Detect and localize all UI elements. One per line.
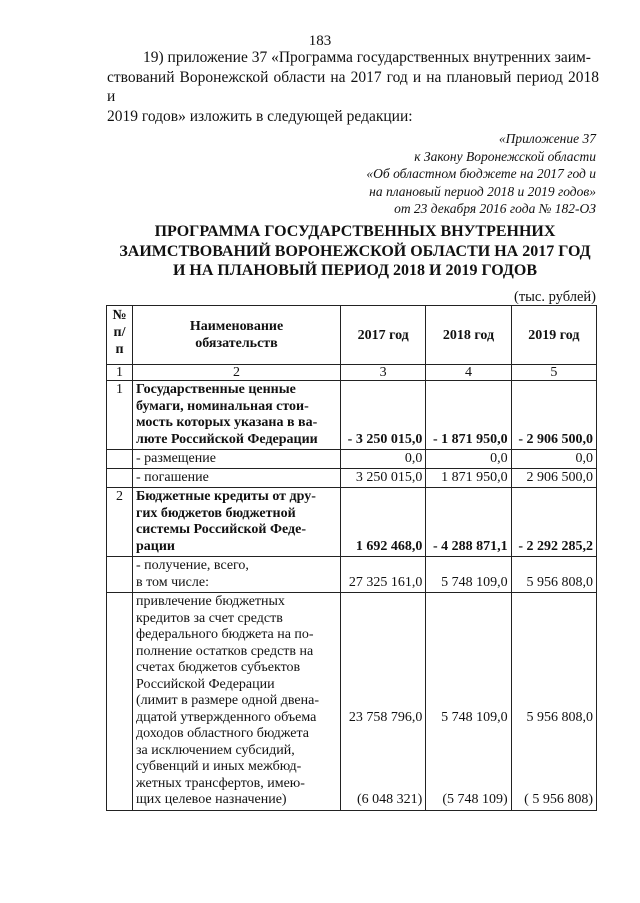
- index-cell: 5: [511, 365, 596, 381]
- value-2017: 0,0: [341, 450, 426, 469]
- row-name: Государственные ценные бумаги, номинальная стои- мость которых указана в ва- люте Российской Федерации: [133, 381, 341, 450]
- table-row: [107, 488, 597, 557]
- header-name: Наименование обязательств: [133, 306, 341, 365]
- value-2017: 1 692 468,0: [341, 488, 426, 557]
- intro-line: ствований Воронежской области на 2017 год и на плановый период 2018 и: [107, 68, 599, 105]
- appendix-line: «Об областном бюджете на 2017 год и: [366, 166, 596, 181]
- intro-line: 19) приложение 37 «Программа государственных внутренних заим-: [143, 49, 591, 66]
- appendix-reference: [296, 130, 596, 218]
- value-2018: - 4 288 871,1: [426, 488, 511, 557]
- value-2017: 3 250 015,0: [341, 469, 426, 488]
- value-2018: 5 748 109,0: [426, 557, 511, 593]
- table-row: [107, 450, 597, 469]
- value-2019: 0,0: [511, 450, 596, 469]
- intro-line: 2019 годов» изложить в следующей редакции:: [107, 107, 413, 125]
- index-cell: 2: [133, 365, 341, 381]
- appendix-line: на плановый период 2018 и 2019 годов»: [369, 183, 596, 199]
- header-num: № п/ п: [107, 306, 133, 365]
- row-name: привлечение бюджетных кредитов за счет средств федерального бюджета на по- полнение остатков средств на счетах бюджетов субъектов Российской Федерации (лимит в размере одной двена- дцатой утвержденного объема доходов областного бюджета за исключением субсидий, субвенций и иных межбюд- жетных трансфертов, имею- щих целевое назначение): [133, 593, 341, 811]
- header-2017: 2017 год: [341, 306, 426, 365]
- value-2017: - 3 250 015,0: [341, 381, 426, 450]
- value-2017: 23 758 796,0 (6 048 321): [341, 593, 426, 811]
- table-row: [107, 557, 597, 593]
- appendix-line: «Приложение 37: [498, 131, 596, 146]
- row-name: - получение, всего, в том числе:: [133, 557, 341, 593]
- appendix-line: от 23 декабря 2016 года № 182-ОЗ: [394, 201, 596, 216]
- index-cell: 1: [107, 365, 133, 381]
- borrowing-table: [106, 305, 597, 811]
- value-2018: 5 748 109,0 (5 748 109): [426, 593, 511, 811]
- value-2019: 5 956 808,0 ( 5 956 808): [511, 593, 596, 811]
- document-title: [100, 222, 610, 281]
- row-num: 2: [107, 488, 133, 557]
- table-row: [107, 381, 597, 450]
- index-row: [107, 365, 597, 381]
- index-cell: 3: [341, 365, 426, 381]
- appendix-line: к Закону Воронежской области: [414, 148, 596, 164]
- value-2019: 5 956 808,0: [511, 557, 596, 593]
- index-cell: 4: [426, 365, 511, 381]
- table-row: [107, 593, 597, 811]
- row-name: Бюджетные кредиты от дру- гих бюджетов бюджетной системы Российской Феде- рации: [133, 488, 341, 557]
- value-2019: - 2 906 500,0: [511, 381, 596, 450]
- title-line: И НА ПЛАНОВЫЙ ПЕРИОД 2018 И 2019 ГОДОВ: [172, 262, 538, 279]
- units-label: (тыс. рублей): [514, 289, 596, 305]
- title-line: ЗАИМСТВОВАНИЙ ВОРОНЕЖСКОЙ ОБЛАСТИ НА 2017 ГОД: [119, 242, 591, 260]
- table-row: [107, 469, 597, 488]
- value-2018: - 1 871 950,0: [426, 381, 511, 450]
- header-row: [107, 306, 597, 365]
- row-num: 1: [107, 381, 133, 450]
- value-2018: 0,0: [426, 450, 511, 469]
- page-number: 183: [308, 33, 332, 49]
- value-2019: - 2 292 285,2: [511, 488, 596, 557]
- value-2017: 27 325 161,0: [341, 557, 426, 593]
- row-name: - погашение: [133, 469, 341, 488]
- value-2018: 1 871 950,0: [426, 469, 511, 488]
- row-name: - размещение: [133, 450, 341, 469]
- value-2019: 2 906 500,0: [511, 469, 596, 488]
- intro-paragraph: [107, 48, 599, 126]
- header-2019: 2019 год: [511, 306, 596, 365]
- header-2018: 2018 год: [426, 306, 511, 365]
- title-line: ПРОГРАММА ГОСУДАРСТВЕННЫХ ВНУТРЕННИХ: [154, 223, 556, 240]
